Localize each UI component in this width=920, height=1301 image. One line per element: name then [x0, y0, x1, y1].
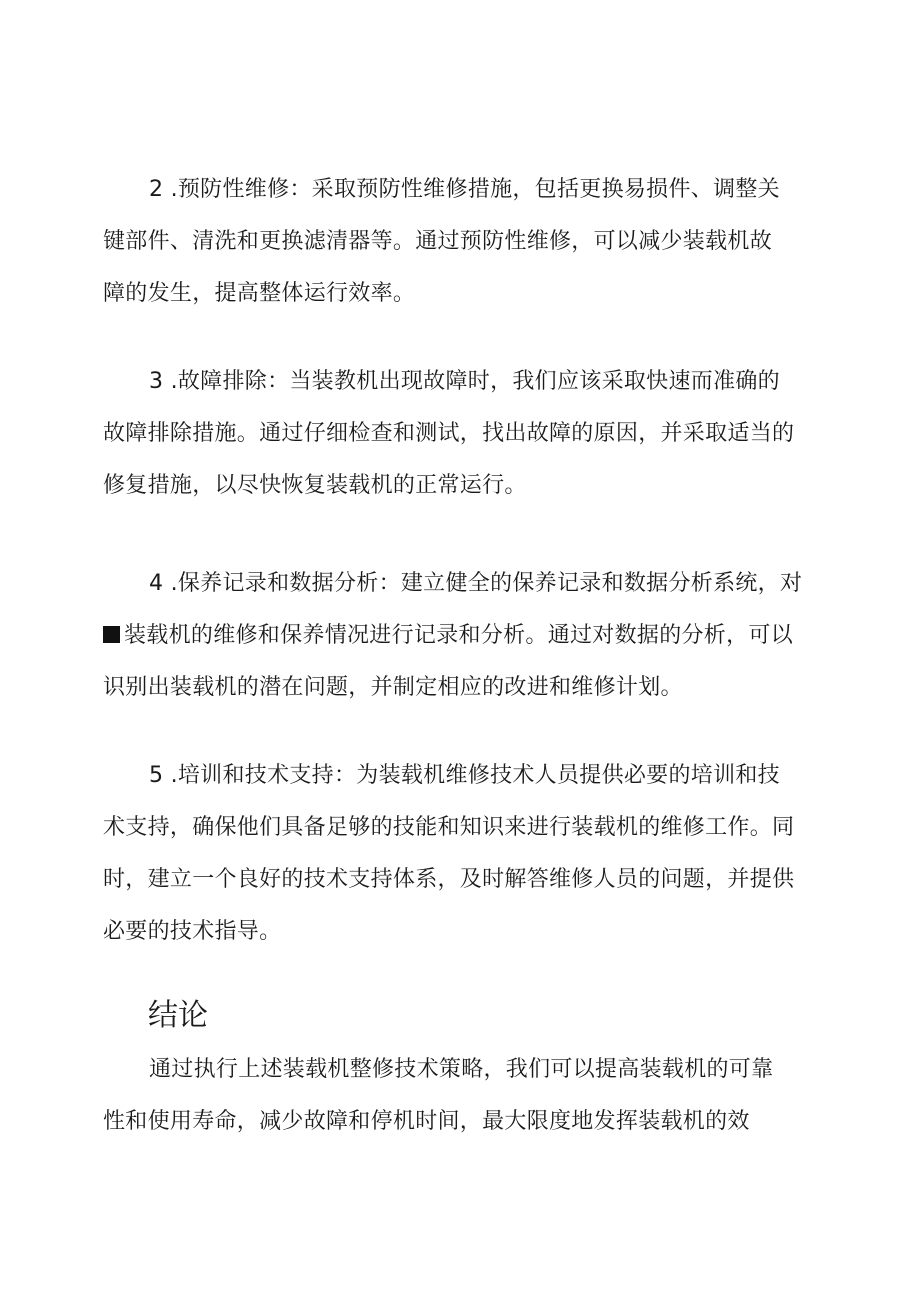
paragraph-line: 装载机的维修和保养情况进行记录和分析。通过对数据的分析，可以	[124, 623, 794, 648]
paragraph-line: 4 .保养记录和数据分析：建立健全的保养记录和数据分析系统，对	[149, 571, 803, 596]
paragraph-line: 时，建立一个良好的技术支持体系，及时解答维修人员的问题，并提供	[103, 867, 795, 892]
paragraph-line: 故障排除措施。通过仔细检查和测试，找出故障的原因，并采取适当的	[103, 421, 795, 446]
paragraph-records-analysis	[103, 558, 823, 714]
paragraph-line: 障的发生，提高整体运行效率。	[103, 281, 416, 306]
paragraph-training-support	[103, 750, 823, 958]
paragraph-line: 必要的技术指导。	[103, 919, 282, 944]
conclusion-heading: 结论	[148, 998, 208, 1033]
paragraph-preventive-maintenance	[103, 164, 823, 320]
paragraph-line: 性和使用寿命，减少故障和停机时间，最大限度地发挥装载机的效	[103, 1109, 750, 1134]
paragraph-line: 通过执行上述装载机整修技术策略，我们可以提高装载机的可靠	[149, 1057, 774, 1082]
paragraph-line: 3 .故障排除：当装教机出现故障时，我们应该采取快速而准确的	[149, 369, 780, 394]
paragraph-line: 识别出装载机的潜在问题，并制定相应的改进和维修计划。	[103, 675, 683, 700]
paragraph-troubleshooting	[103, 356, 823, 512]
paragraph-conclusion	[103, 1044, 823, 1148]
paragraph-line: 5 .培训和技术支持：为装载机维修技术人员提供必要的培训和技	[149, 763, 780, 788]
paragraph-line: 修复措施，以尽快恢复装载机的正常运行。	[103, 473, 527, 498]
paragraph-line: 术支持，确保他们具备足够的技能和知识来进行装载机的维修工作。同	[103, 815, 795, 840]
black-square-icon	[103, 626, 120, 643]
paragraph-line: 2 .预防性维修：采取预防性维修措施，包括更换易损件、调整关	[149, 177, 780, 202]
paragraph-line: 键部件、清洗和更换滤清器等。通过预防性维修，可以减少装载机故	[103, 229, 773, 254]
